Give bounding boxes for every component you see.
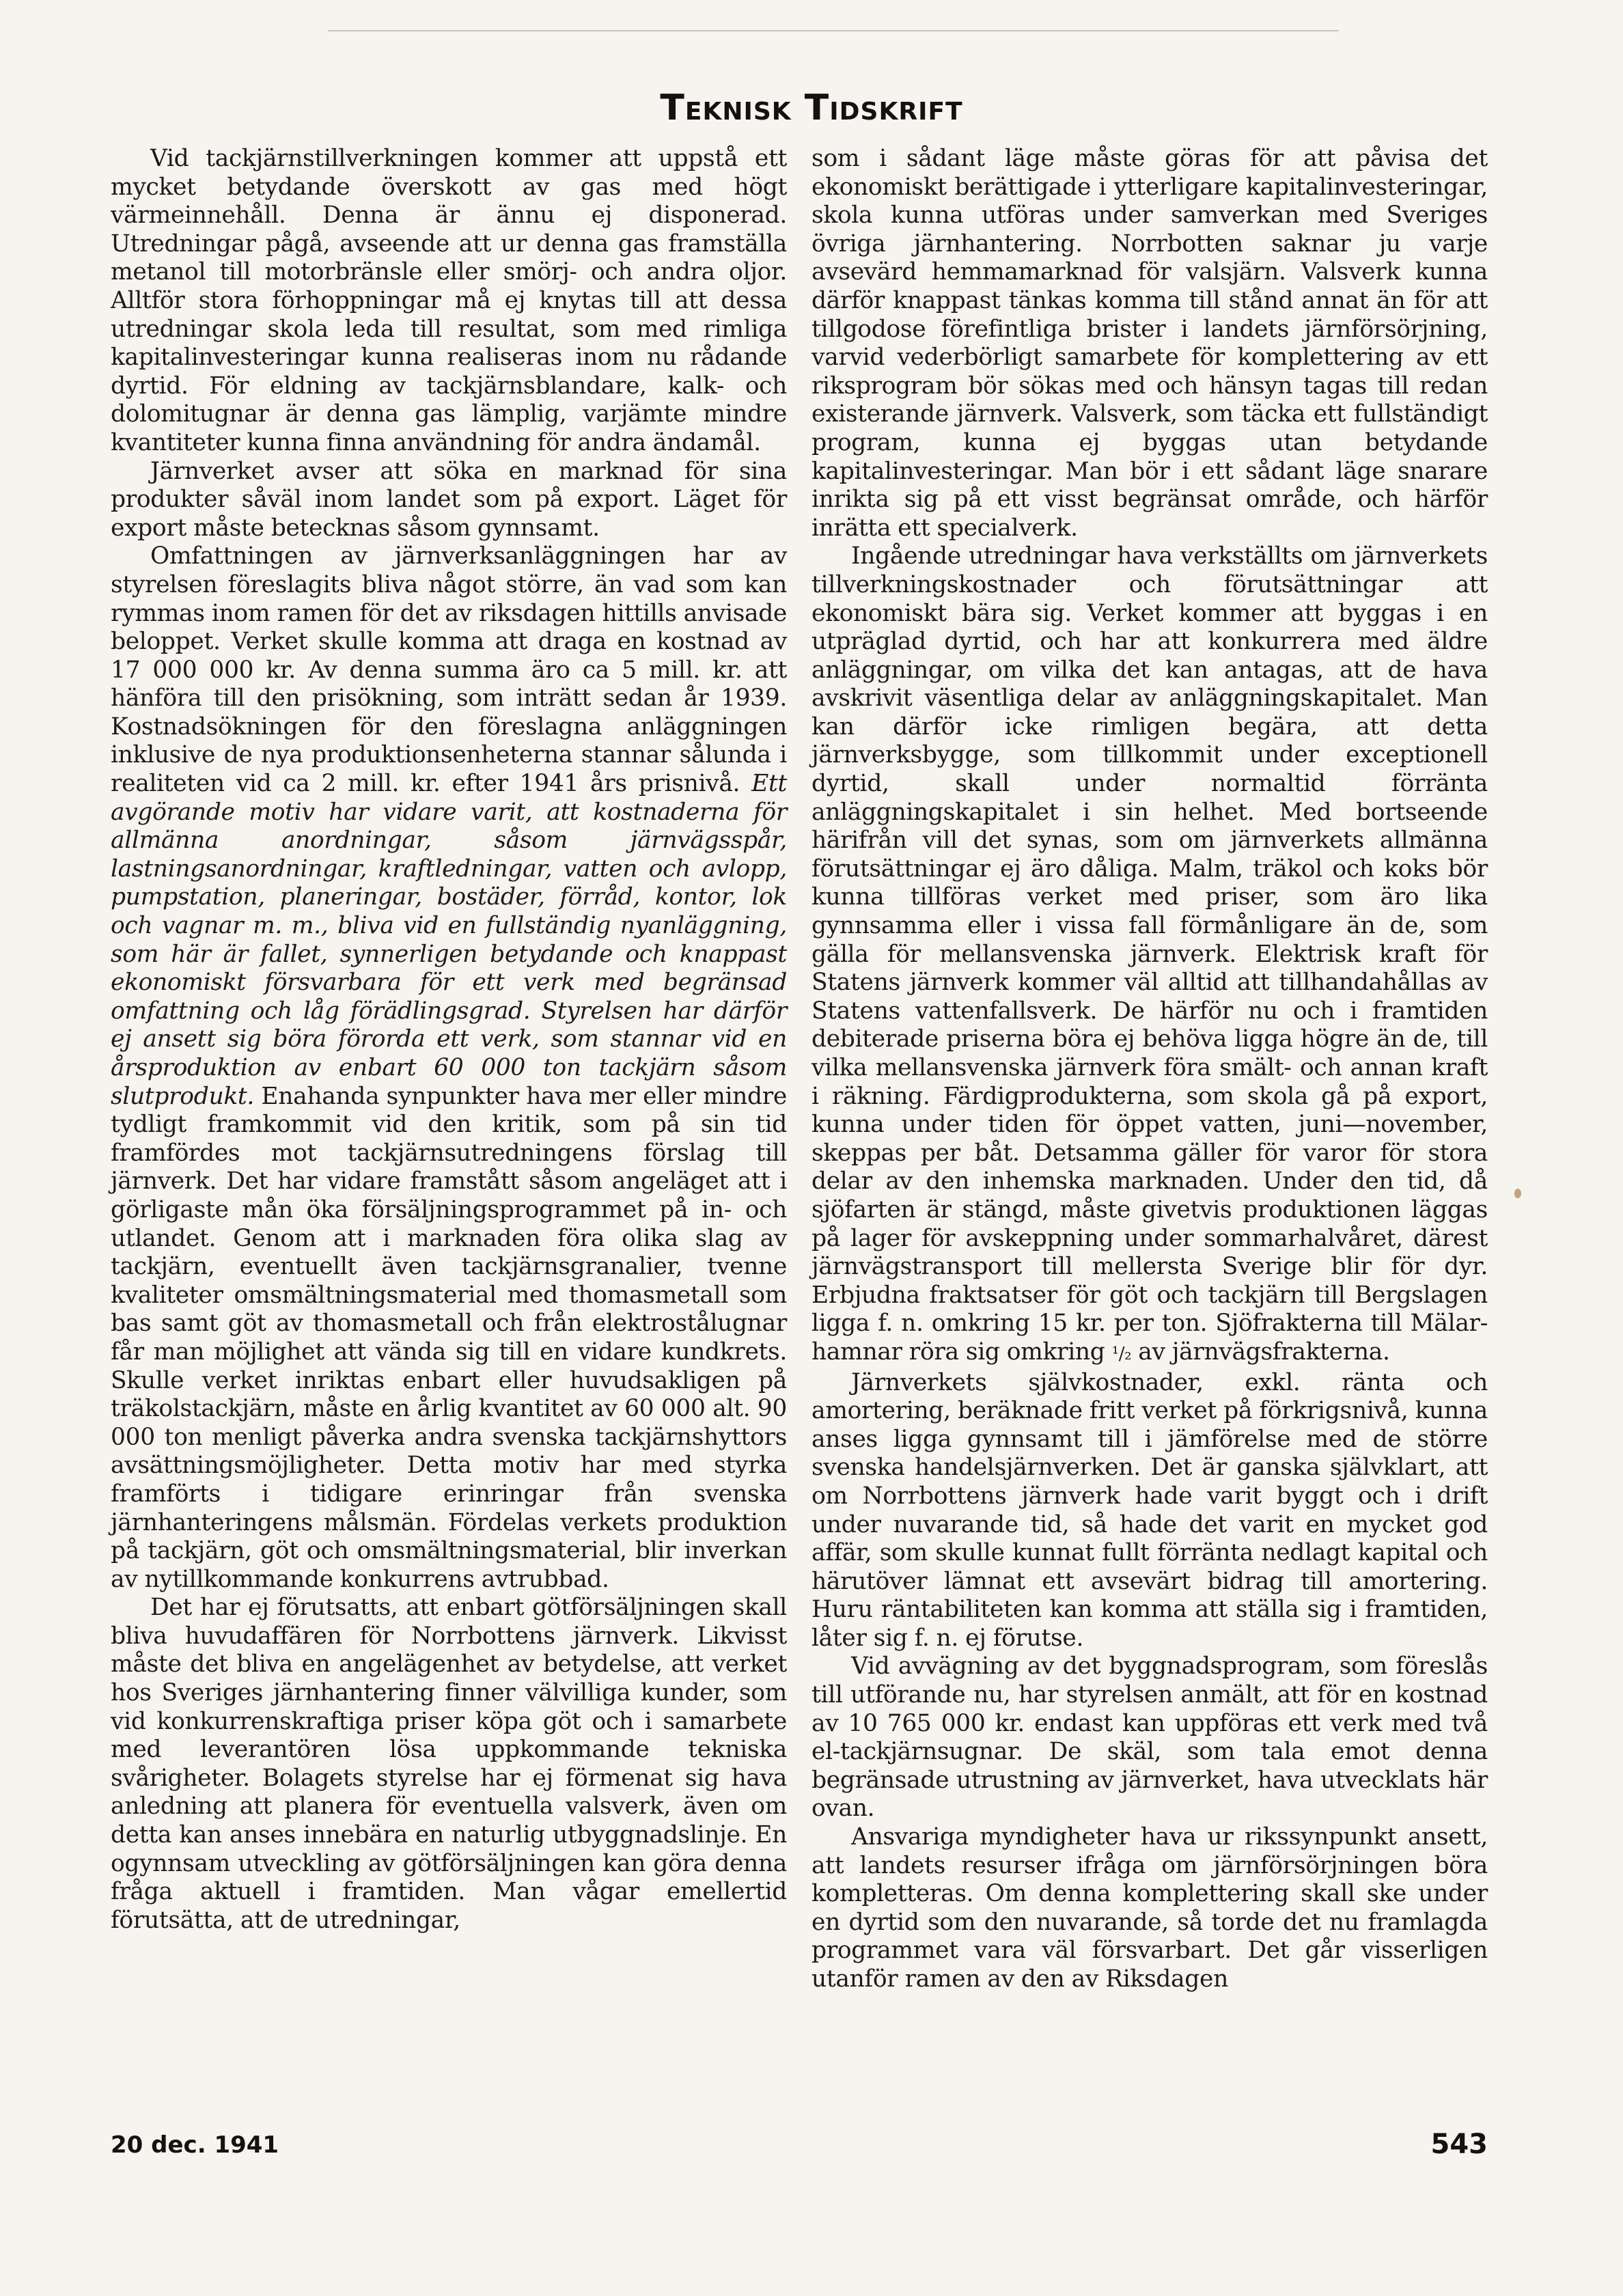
paragraph (111, 542, 787, 1594)
text-run: Järnverkets självkostnader, exkl. ränta och amortering, beräknade fritt verket på förkrigsnivå, kunna anses ligga gynnsamt till i jämförelse med de större svenska handelsjärnverken. Det är ganska självklart, att om Norrbottens järnverk hade varit byggt och i drift under nuvarande tid, så hade det varit en mycket god affär, som skulle kunnat fullt förränta nedlagt kapital och härutöver lämnat ett avsevärt bidrag till amortering. Huru räntabiliteten kan komma att ställa sig i framtiden, låter sig f. n. ej förutse. (812, 1368, 1488, 1652)
paragraph (111, 458, 787, 543)
text-run: som i sådant läge måste göras för att påvisa det ekonomiskt berättigade i ytterligare kapitalinvesteringar, skola kunna utföras under samverkan med Sveriges övriga järnhantering. Norrbotten saknar ju varje avsevärd hemmamarknad för valsjärn. Valsverk kunna därför knappast tänkas komma till stånd annat än för att tillgodose förefintliga brister i landets järnförsörjning, varvid vederbörligt samarbete för komplettering av ett riksprogram bör sökas med och hänsyn tagas till redan existerande järnverk. Valsverk, som täcka ett fullständigt program, kunna ej byggas utan betydande kapitalinvesteringar. Man bör i ett sådant läge snarare inrikta sig på ett visst begränsat område, och härför inrätta ett specialverk. (812, 145, 1488, 542)
text-run: Järnverket avser att söka en marknad för sina produkter såväl inom landet som på export. Läget för export måste betecknas såsom gynnsamt. (111, 457, 787, 542)
text-run: Vid tackjärnstillverkningen kommer att uppstå ett mycket betydande överskott av gas med högt värmeinnehåll. Denna är ännu ej disponerad. Utredningar pågå, avseende att ur denna gas framställa metanol till motorbränsle eller smörj- och andra oljor. Alltför stora förhoppningar må ej knytas till att dessa utredningar skola leda till resultat, som med rimliga kapitalinvesteringar kunna realiseras inom nu rådande dyrtid. För eldning av tackjärnsblandare, kalk- och dolomitugnar är denna gas lämplig, varjämte mindre kvantiteter kunna finna användning för andra ändamål. (111, 145, 787, 456)
paragraph (812, 1652, 1488, 1823)
margin-speck (1514, 1189, 1521, 1198)
text-run: Enahanda synpunkter hava mer eller mindre tydligt framkommit vid den kritik, som på sin tid framfördes mot tackjärnsutredningens förslag till järnverk. Det har vidare framstått såsom angeläget att i görligaste mån öka försäljningsprogrammet på in- och utlandet. Genom att i marknaden föra olika slag av tackjärn, eventuellt även tackjärnsgranalier, tvenne kvaliteter omsmältningsmaterial med thomasmetall som bas samt göt av thomasmetall och från elektrostålugnar får man möjlighet att vända sig till en vidare kundkrets. Skulle verket inriktas enbart eller huvudsakligen på träkolstackjärn, måste en årlig kvantitet av 60 000 alt. 90 000 ton menligt påverka andra svenska tackjärnshyttors avsättningsmöjligheter. Detta motiv har med styrka framförts i tidigare erinringar från svenska järnhanteringens målsmän. Fördelas verkets produktion på tackjärn, göt och omsmältningsmaterial, blir inverkan av nytillkommande konkurrens avtrubbad. (111, 1082, 787, 1593)
text-run: Det har ej förutsatts, att enbart götförsäljningen skall bliva huvudaffären för Norrbottens järnverk. Likvisst måste det bliva en angelägenhet av betydelse, att verket hos Sveriges järnhantering finner välvilliga kunder, som vid konkurrenskraftiga priser köpa göt och i samarbete med leverantören lösa uppkommande tekniska svårigheter. Bolagets styrelse har ej förmenat sig hava anledning att planera för eventuella valsverk, även om detta kan anses innebära en naturlig utbyggnadslinje. En ogynnsam utveckling av götförsäljningen kan göra denna fråga aktuell i framtiden. Man vågar emellertid förutsätta, att de utredningar, (111, 1594, 787, 1934)
italic-passage: Ett avgörande motiv har vidare varit, att kostnaderna för allmänna anordningar, såsom järnvägsspår, lastningsanordningar, kraftledningar, vatten och avlopp, pumpstation, planeringar, bostäder, förråd, kontor, lok och vagnar m. m., bliva vid en fullständig nyanläggning, som här är fallet, synnerligen betydande och knappast ekonomiskt försvarbara för ett verk med begränsad omfattning och låg förädlingsgrad. Styrelsen har därför ej ansett sig böra förorda ett verk, som stannar vid en årsproduktion av enbart 60 000 ton tackjärn såsom slutprodukt. (111, 770, 787, 1110)
text-run: Omfattningen av järnverksanläggningen har av styrelsen föreslagits bliva något större, än vad som kan rymmas inom ramen för det av riksdagen hittills anvisade beloppet. Verket skulle komma att draga en kostnad av 17 000 000 kr. Av denna summa äro ca 5 mill. kr. att hänföra till den prisökning, som inträtt sedan år 1939. Kostnadsökningen för den föreslagna anläggningen inklusive de nya produktionsenheterna stannar sålunda i realiteten vid ca 2 mill. kr. efter 1941 års prisnivå. (111, 542, 787, 798)
paragraph (111, 1594, 787, 1935)
text-run: Ingående utredningar hava verkställts om järnverkets tillverkningskostnader och förutsättningar att ekonomiskt bära sig. Verket kommer att byggas i en utpräglad dyrtid, och har att konkurrera med äldre anläggningar, om vilka det kan antagas, att de hava avskrivit väsentliga delar av anläggningskapitalet. Man kan därför icke rimligen begära, att detta järnverksbygge, som tillkommit under exceptionell dyrtid, skall under normaltid förränta anläggningskapitalet i sin helhet. Med bortseende härifrån vill det synas, som om järnverkets allmänna förutsättningar ej äro dåliga. Malm, träkol och koks bör kunna tillföras verket med priser, som äro lika gynnsamma eller i vissa fall förmånligare än de, som gälla för mellansvenska järnverk. Elektrisk kraft för Statens järnverk kommer väl alltid att tillhandahållas av Statens vattenfallsverk. De härför nu och i framtiden debiterade priserna böra ej behöva ligga högre än de, till vilka mellansvenska järnverk föra smält- och annan kraft i räkning. Färdigprodukterna, som skola gå på export, kunna under tiden för öppet vatten, juni—november, skeppas per båt. Detsamma gäller för varor för stora delar av den inhemska marknaden. Under den tid, då sjöfarten är stängd, måste givetvis produktionen läggas på lager för avskeppning under sommarhalvåret, därest järnvägstransport till mellersta Sverige blir för dyr. Erbjudna fraktsatser för göt och tackjärn till Bergslagen ligga f. n. omkring 15 kr. per ton. Sjöfrakterna till Mälar-hamnar röra sig omkring (812, 542, 1488, 1366)
paragraph (111, 145, 787, 458)
text-run: av järnvägsfrakterna. (1131, 1338, 1390, 1366)
right-column (812, 145, 1488, 1994)
issue-date: 20 dec. 1941 (111, 2131, 279, 2159)
page-number: 543 (1430, 2129, 1488, 2160)
paragraph (812, 1823, 1488, 1994)
text-run: Ansvariga myndigheter hava ur rikssynpunkt ansett, att landets resurser ifråga om järnförsörjningen böra kompletteras. Om denna komplettering skall ske under en dyrtid som den nuvarande, så torde det nu framlagda programmet vara väl försvarbart. Det går visserligen utanför ramen av den av Riksdagen (812, 1823, 1488, 1993)
top-rule (328, 30, 1339, 31)
left-column (111, 145, 787, 1935)
paragraph (812, 1369, 1488, 1653)
text-run: Vid avvägning av det byggnadsprogram, som föreslås till utförande nu, har styrelsen anmält, att för en kostnad av 10 765 000 kr. endast kan uppföras ett verk med två el-tackjärnsugnar. De skäl, som tala emot denna begränsade utrustning av järnverket, hava utvecklats här ovan. (812, 1652, 1488, 1823)
journal-masthead: Teknisk Tidskrift (660, 87, 963, 128)
paragraph (812, 145, 1488, 542)
fraction: ¹/₂ (1111, 1343, 1132, 1364)
paragraph (812, 542, 1488, 1368)
